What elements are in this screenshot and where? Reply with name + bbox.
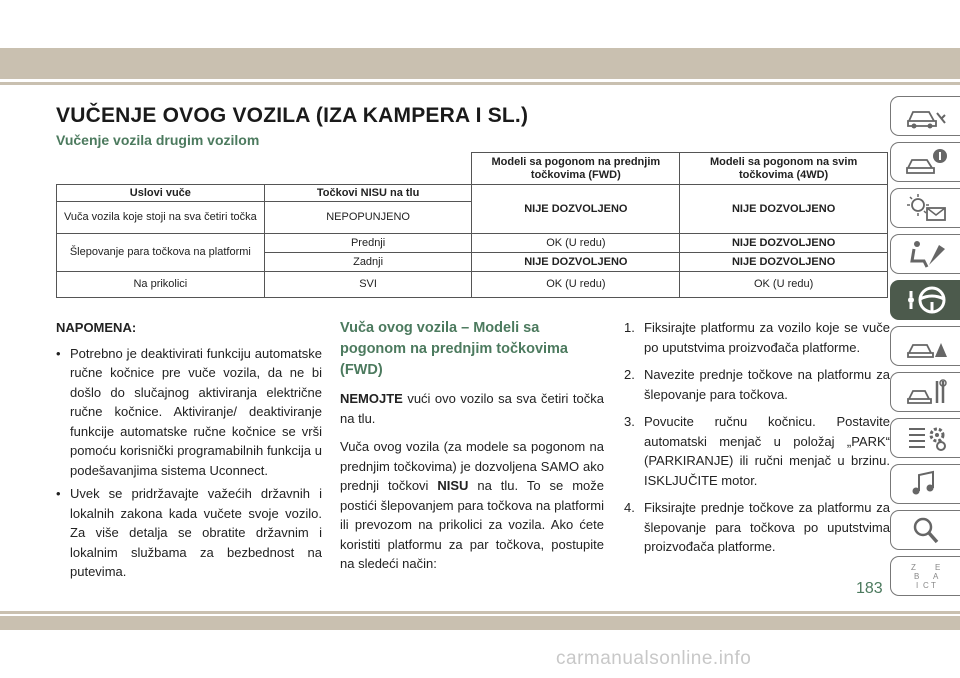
table-header-row xyxy=(57,153,888,185)
trailer-fwd-cell: OK (U redu) xyxy=(472,272,680,298)
header-4wd: Modeli sa pogonom na svim točkovima (4WD) xyxy=(680,153,888,185)
note-title: NAPOMENA: xyxy=(56,320,137,335)
car-info-icon xyxy=(905,147,949,177)
index-letter: I xyxy=(915,581,918,590)
table-empty-corner xyxy=(57,153,472,185)
step-text: Fiksirajte platformu za vozilo koje se vuče po uputstvima proizvođača platforme. xyxy=(644,320,890,355)
index-letter: Z xyxy=(910,563,916,572)
index-letter: A xyxy=(932,572,938,581)
flat-4wd-cell: NIJE DOZVOLJENO xyxy=(680,185,888,234)
towing-table xyxy=(56,152,888,298)
watermark: carmanualsonline.info xyxy=(556,648,752,669)
paragraph-text: na tlu. To se može postići šlepovanjem para točkova na platformi ili prevozom na prikolici za vozila. Ako ćete koristiti platformu za par točkova, postupite na sledeći način: xyxy=(340,478,605,571)
paragraph-text: Vuča ovog vozila (za modele sa pogonom na prednjim točkovima) je dozvoljena SAMO ako prednji točkovi xyxy=(340,439,604,493)
trailer-4wd-cell: OK (U redu) xyxy=(680,272,888,298)
emphasis: NISU xyxy=(437,478,469,493)
car-key-icon xyxy=(905,101,949,131)
list-item xyxy=(624,318,890,357)
dolly-rear-4wd-cell: NIJE DOZVOLJENO xyxy=(680,253,888,272)
chapter-tabs xyxy=(888,96,960,602)
specifications-list-icon xyxy=(905,423,949,453)
dolly-rear-fwd-cell: NIJE DOZVOLJENO xyxy=(472,253,680,272)
multimedia-music-icon xyxy=(905,469,949,499)
search-icon xyxy=(905,515,949,545)
tab-index[interactable] xyxy=(890,556,960,596)
step-text: Navezite prednje točkove na platformu za šlepovanje para točkova. xyxy=(644,367,890,402)
step-number: 2. xyxy=(624,367,635,382)
list-item: • Uvek se pridržavajte važećih državnih i lokalnih zakona kada vučete svoje vozilo. Za više detalja se obratite državnim i lokalnim službama za bezbednost na putevima. xyxy=(56,486,322,579)
tab-multimedia[interactable] xyxy=(890,464,960,504)
dolly-rear-cell: Zadnji xyxy=(264,253,472,272)
flat-condition-cell: Vuča vozila koje stoji na sva četiri točka xyxy=(57,202,265,234)
step-number: 1. xyxy=(624,320,635,335)
index-letter: C xyxy=(922,581,929,590)
tab-seat-airbag[interactable] xyxy=(890,234,960,274)
tab-steering-wheel[interactable] xyxy=(890,280,960,320)
tab-car-key[interactable] xyxy=(890,96,960,136)
flat-fwd-cell: NIJE DOZVOLJENO xyxy=(472,185,680,234)
section-heading: Vuča ovog vozila – Modeli sa pogonom na prednjim točkovima (FWD) xyxy=(340,320,568,378)
section-subtitle: Vučenje vozila drugim vozilom xyxy=(56,132,260,148)
header-fwd: Modeli sa pogonom na prednjim točkovima (FWD) xyxy=(472,153,680,185)
emphasis: NEMOJTE xyxy=(340,391,403,406)
list-item xyxy=(624,365,890,404)
bottom-band xyxy=(0,616,960,630)
top-rule xyxy=(0,82,960,85)
tab-search[interactable] xyxy=(890,510,960,550)
fwd-section xyxy=(340,318,604,583)
steering-wheel-icon xyxy=(905,285,949,315)
step-number: 4. xyxy=(624,500,635,515)
flat-wheels-cell: NEPOPUNJENO xyxy=(264,202,472,234)
page-title: VUČENJE OVOG VOZILA (IZA KAMPERA I SL.) xyxy=(56,104,529,127)
table-row xyxy=(57,272,888,298)
tab-maintenance[interactable] xyxy=(890,372,960,412)
warning-lights-mail-icon xyxy=(905,193,949,223)
paragraph xyxy=(340,389,604,428)
note-text: Uvek se pridržavajte važećih državnih i lokalnih zakona kada vučete svoje vozilo. Za više detalja se obratite državnim i lokalnim službama za bezbednost na putevima. xyxy=(70,486,322,579)
index-letter: B xyxy=(913,572,919,581)
trailer-wheels-cell: SVI xyxy=(264,272,472,298)
index-letter: T xyxy=(930,581,936,590)
note-list xyxy=(56,344,322,582)
steps-list xyxy=(624,318,890,557)
note-column xyxy=(56,318,322,586)
dolly-front-4wd-cell: NIJE DOZVOLJENO xyxy=(680,234,888,253)
step-number: 3. xyxy=(624,414,635,429)
col-header-conditions: Uslovi vuče xyxy=(57,185,265,202)
step-text: Povucite ručnu kočnicu. Postavite automatski menjač u položaj „PARK“ (PARKIRANJE) ili ručni menjač u brzinu. ISKLJUČITE motor. xyxy=(644,414,890,488)
index-letter: E xyxy=(934,563,940,572)
tab-warning-lights[interactable] xyxy=(890,188,960,228)
trailer-condition-cell: Na prikolici xyxy=(57,272,265,298)
paragraph-text: vući ovo vozilo sa sva četiri točka na tlu. xyxy=(340,391,604,426)
bottom-rule xyxy=(0,611,960,614)
emergency-warning-icon xyxy=(905,331,949,361)
page-number: 183 xyxy=(856,580,883,597)
list-item xyxy=(624,412,890,490)
dolly-front-cell: Prednji xyxy=(264,234,472,253)
col-header-wheels: Točkovi NISU na tlu xyxy=(264,185,472,202)
dolly-condition-cell: Šlepovanje para točkova na platformi xyxy=(57,234,265,272)
steps-column xyxy=(624,318,890,565)
tab-specifications[interactable] xyxy=(890,418,960,458)
top-band xyxy=(0,48,960,79)
table-row xyxy=(57,234,888,253)
index-letters-icon xyxy=(905,561,949,591)
tab-car-info[interactable] xyxy=(890,142,960,182)
note-text: Potrebno je deaktivirati funkciju automatske ručne kočnice pre vuče vozila, da ne bi došlo do slučajnog aktiviranja električne ručne kočnice. Aktiviranje/ deaktiviranje funkcije automatske ručne kočnice se vrši pomoću korisnički programabilnih funkcija u podešavanjima sistema Uconnect. xyxy=(70,345,322,478)
list-item xyxy=(624,498,890,557)
step-text: Fiksirajte prednje točkove za platformu za šlepovanje para točkova po uputstvima proizvođača platforme. xyxy=(644,500,890,554)
tab-emergency[interactable] xyxy=(890,326,960,366)
maintenance-tools-icon xyxy=(905,377,949,407)
table-row xyxy=(57,185,888,202)
seat-airbag-icon xyxy=(905,239,949,269)
paragraph xyxy=(340,437,604,574)
dolly-front-fwd-cell: OK (U redu) xyxy=(472,234,680,253)
list-item: • Potrebno je deaktivirati funkciju automatske ručne kočnice pre vuče vozila, da ne bi došlo do slučajnog aktiviranja električne ručne kočnice. Aktiviranje/ deaktiviranje funkcije automatske ručne kočnice se vrši pomoću korisnički programabilnih funkcija u podešavanjima sistema Uconnect. xyxy=(56,345,322,478)
